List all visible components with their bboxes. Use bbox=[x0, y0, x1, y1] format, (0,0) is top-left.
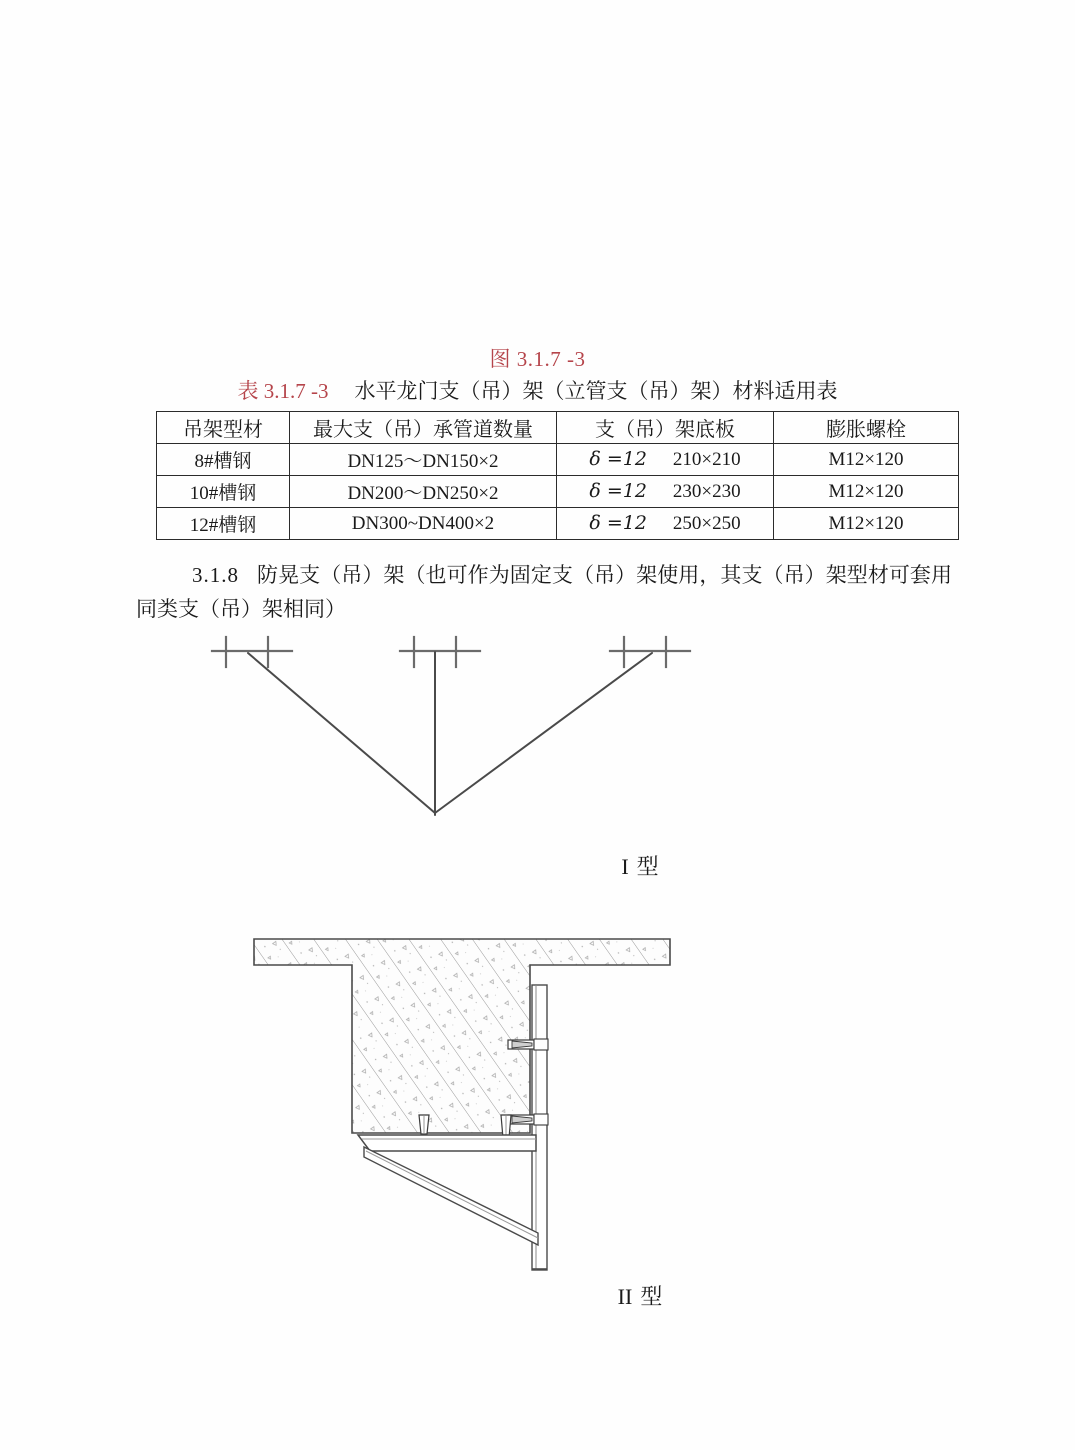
column-header-bolt: 膨胀螺栓 bbox=[774, 412, 959, 444]
cell-baseplate-size: 210×210 bbox=[672, 449, 741, 470]
cell-pipes: DN125～DN150×2 bbox=[290, 444, 557, 476]
cell-baseplate-size: 250×250 bbox=[672, 513, 741, 534]
figure-type1-label bbox=[570, 850, 710, 881]
column-header-baseplate: 支（吊）架底板 bbox=[557, 412, 774, 444]
expansion-anchor-lower bbox=[508, 1114, 548, 1125]
concrete-beam-section bbox=[254, 939, 670, 1133]
cell-bolt: M12×120 bbox=[774, 508, 959, 540]
brace-right-diagonal bbox=[435, 653, 652, 813]
cell-profile: 8#槽钢 bbox=[157, 444, 290, 476]
figure-type2-roman: II bbox=[617, 1284, 633, 1309]
figure-type1-drawing bbox=[190, 625, 710, 825]
drop-anchor-left bbox=[419, 1115, 429, 1134]
figure-type2-cn: 型 bbox=[640, 1284, 663, 1309]
figure-caption-label: 图 3.1.7 -3 bbox=[489, 347, 586, 371]
cell-baseplate-size: 230×230 bbox=[672, 481, 741, 502]
clause-text: 防晃支（吊）架（也可作为固定支（吊）架使用，其支（吊）架型材可套用同类支（吊）架相同） bbox=[136, 563, 952, 621]
table-row bbox=[157, 444, 959, 476]
cell-bolt: M12×120 bbox=[774, 444, 959, 476]
cell-profile: 10#槽钢 bbox=[157, 476, 290, 508]
cell-pipes: DN200～DN250×2 bbox=[290, 476, 557, 508]
table-row bbox=[157, 476, 959, 508]
material-spec-table bbox=[156, 411, 959, 540]
figure-type2-label bbox=[570, 1280, 710, 1311]
diagonal-brace bbox=[364, 1147, 538, 1245]
cell-baseplate bbox=[557, 476, 774, 508]
column-header-pipes: 最大支（吊）承管道数量 bbox=[290, 412, 557, 444]
cell-pipes: DN300~DN400×2 bbox=[290, 508, 557, 540]
cell-baseplate-delta: δ =12 bbox=[589, 480, 647, 502]
horizontal-bracket-plate bbox=[358, 1135, 536, 1151]
figure-caption bbox=[0, 343, 1075, 373]
clause-number: 3.1.8 bbox=[192, 563, 239, 587]
column-header-profile: 吊架型材 bbox=[157, 412, 290, 444]
brace-left-diagonal bbox=[248, 653, 435, 813]
table-row bbox=[157, 508, 959, 540]
vertical-steel-post bbox=[532, 985, 547, 1270]
figure-type1-cn: 型 bbox=[636, 854, 659, 879]
figure-type2-drawing bbox=[240, 925, 680, 1275]
cell-bolt: M12×120 bbox=[774, 476, 959, 508]
cell-profile: 12#槽钢 bbox=[157, 508, 290, 540]
cell-baseplate-delta: δ =12 bbox=[589, 448, 647, 470]
table-caption-title: 水平龙门支（吊）架（立管支（吊）架）材料适用表 bbox=[354, 379, 838, 403]
cell-baseplate-delta: δ =12 bbox=[589, 512, 647, 534]
table-caption-label: 表 3.1.7 -3 bbox=[237, 379, 329, 403]
table-caption bbox=[0, 375, 1075, 405]
cell-baseplate bbox=[557, 444, 774, 476]
expansion-anchor-upper bbox=[508, 1039, 548, 1050]
figure-type1-roman: I bbox=[621, 854, 629, 879]
cell-baseplate bbox=[557, 508, 774, 540]
clause-paragraph bbox=[136, 558, 952, 626]
table-header-row bbox=[157, 412, 959, 444]
